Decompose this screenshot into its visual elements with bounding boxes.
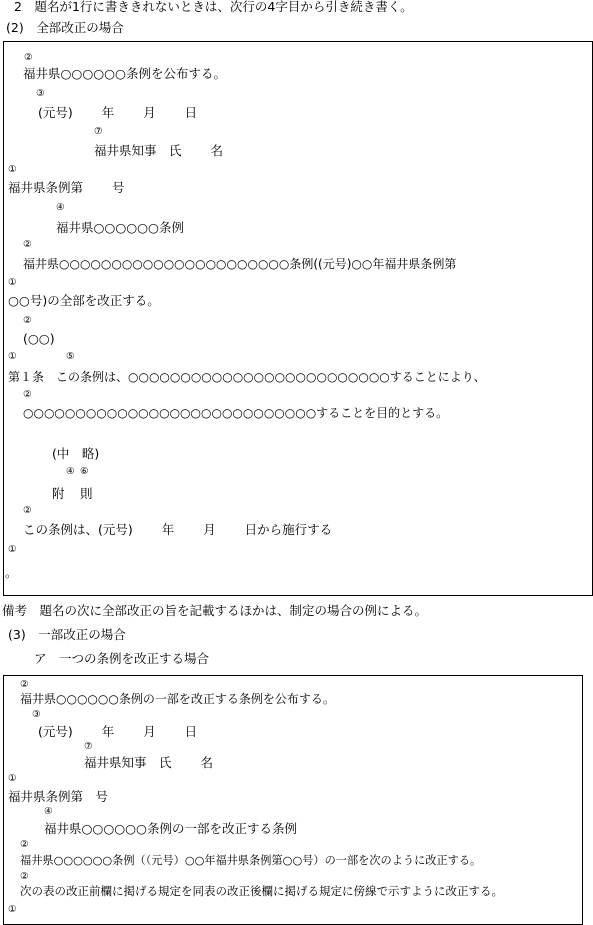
marker: ① bbox=[8, 164, 17, 175]
note-line: 2 題名が1行に書ききれないときは、次行の4字目から引き続き書く。 bbox=[14, 0, 413, 14]
omitted-note: (中 略) bbox=[52, 446, 100, 461]
marker: ② bbox=[23, 315, 32, 326]
preamble-line-1: 福井県○○○○○○○○○○○○○○○○○○○○○○条例((元号)○○年福井県条例第 bbox=[23, 257, 457, 271]
governor-line: 福井県知事 氏 名 bbox=[94, 143, 223, 158]
revision-line-1: 福井県○○○○○○条例（（元号）○○年福井県条例第○○号）の一部を次のように改正する。 bbox=[20, 854, 482, 867]
marker: ② bbox=[20, 871, 29, 882]
marker: ② bbox=[23, 239, 32, 250]
promulgation-line: 福井県○○○○○○条例を公布する。 bbox=[23, 66, 226, 81]
enforcement-line-end: 。 bbox=[5, 565, 18, 580]
marker: ⑤ bbox=[66, 351, 75, 362]
preamble-line-2: ○○号)の全部を改正する。 bbox=[8, 293, 160, 308]
marker: ③ bbox=[32, 709, 41, 720]
marker: ② bbox=[23, 505, 32, 516]
marker: ① bbox=[8, 351, 17, 362]
marker: ④ bbox=[44, 806, 53, 817]
section-heading: (2) 全部改正の場合 bbox=[6, 20, 124, 35]
ordinance-title: 福井県○○○○○○条例 bbox=[56, 220, 184, 235]
ordinance-number: 福井県条例第 号 bbox=[8, 180, 125, 195]
marker: ② bbox=[24, 52, 33, 63]
enforcement-line: この条例は、(元号) 年 月 日から施行する bbox=[23, 522, 333, 537]
marker: ⑥ bbox=[80, 466, 89, 477]
date-line: (元号) 年 月 日 bbox=[38, 105, 198, 120]
ordinance-number: 福井県条例第 号 bbox=[8, 789, 109, 804]
date-line: (元号) 年 月 日 bbox=[38, 724, 198, 739]
marker: ③ bbox=[36, 88, 45, 99]
article-1-line-1: 第１条 この条例は、○○○○○○○○○○○○○○○○○○○○○○○○○することにより、 bbox=[8, 370, 486, 384]
marker: ④ bbox=[56, 202, 65, 213]
governor-line: 福井県知事 氏 名 bbox=[84, 755, 213, 770]
revision-line-2: 次の表の改正前欄に掲げる規定を同表の改正後欄に掲げる規定に傍線で示すように改正する。 bbox=[20, 884, 503, 898]
article-caption: (○○) bbox=[23, 331, 55, 346]
section-heading: (3) 一部改正の場合 bbox=[8, 627, 126, 642]
remark: 備考 題名の次に全部改正の旨を記載するほかは、制定の場合の例による。 bbox=[2, 603, 428, 618]
marker: ⑦ bbox=[84, 741, 93, 752]
marker: ① bbox=[8, 277, 17, 288]
subsection-heading: ア 一つの条例を改正する場合 bbox=[34, 651, 210, 666]
full-revision-example-box bbox=[3, 41, 593, 596]
marker: ① bbox=[8, 544, 17, 555]
supplementary-provisions-label: 附 bbox=[52, 486, 65, 501]
article-1-line-2: ○○○○○○○○○○○○○○○○○○○○○○○○○○○○することを目的とする。 bbox=[23, 406, 449, 420]
marker: ⑦ bbox=[94, 126, 103, 137]
marker: ① bbox=[8, 773, 17, 784]
marker: ② bbox=[20, 839, 29, 850]
marker: ④ bbox=[66, 466, 75, 477]
supplementary-provisions-label: 則 bbox=[80, 486, 93, 501]
marker: ② bbox=[23, 389, 32, 400]
ordinance-title: 福井県○○○○○○条例の一部を改正する条例 bbox=[44, 821, 297, 836]
marker: ② bbox=[20, 679, 29, 690]
marker: ① bbox=[8, 904, 17, 915]
promulgation-line: 福井県○○○○○○条例の一部を改正する条例を公布する。 bbox=[20, 692, 335, 706]
